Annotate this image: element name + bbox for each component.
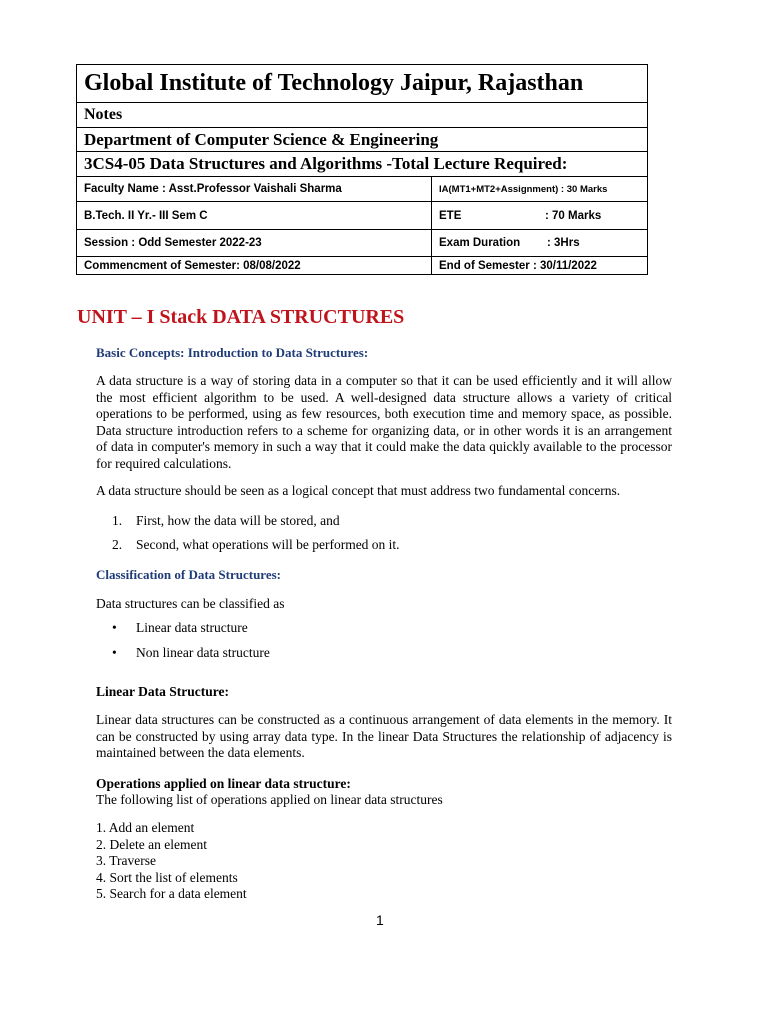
intro-paragraph: A data structure is a way of storing data in a computer so that it can be used efficiently and it will allow the most efficient algorithm to be used. A well-designed data structure allows a variety of critical operations to be performed, using as few resources, both execution time and memory space, as possible. Data structure introduction refers to a scheme for organizing data, or in other words it is an arrangement of data in computer's memory in such a way that it could make the data quickly available to the processor for required calculations. xyxy=(96,373,672,471)
course-header-table xyxy=(76,64,648,275)
institute-name: Global Institute of Technology Jaipur, Rajasthan xyxy=(77,65,648,103)
linear-heading: Linear Data Structure: xyxy=(96,684,229,699)
ia-marks: IA(MT1+MT2+Assignment) : 30 Marks xyxy=(432,177,648,202)
operation-item: 5. Search for a data element xyxy=(96,886,247,901)
list-text: Second, what operations will be performed on it. xyxy=(136,537,400,552)
list-text: First, how the data will be stored, and xyxy=(136,513,340,528)
bullet-icon: • xyxy=(112,645,117,660)
basic-concepts-heading: Basic Concepts: Introduction to Data Structures: xyxy=(96,345,369,360)
session-info: Session : Odd Semester 2022-23 xyxy=(77,230,432,257)
operations-heading: Operations applied on linear data structure: xyxy=(96,776,351,791)
class-info: B.Tech. II Yr.- III Sem C xyxy=(77,202,432,230)
list-number: 1. xyxy=(112,513,123,528)
ete-value: : 70 Marks xyxy=(545,209,602,222)
list-number: 2. xyxy=(112,537,123,552)
department-name: Department of Computer Science & Engineering xyxy=(77,128,648,152)
notes-label: Notes xyxy=(77,103,648,128)
course-title: 3CS4-05 Data Structures and Algorithms -Total Lecture Required: xyxy=(77,152,648,177)
page-number: 1 xyxy=(376,912,384,928)
faculty-name: Faculty Name : Asst.Professor Vaishali Sharma xyxy=(77,177,432,202)
bullet-icon: • xyxy=(112,620,117,635)
operations-intro: The following list of operations applied on linear data structures xyxy=(96,792,443,807)
exam-duration-value: : 3Hrs xyxy=(547,237,580,249)
operation-item: 4. Sort the list of elements xyxy=(96,870,238,885)
operation-item: 1. Add an element xyxy=(96,820,195,835)
operation-item: 3. Traverse xyxy=(96,853,156,868)
bullet-text: Linear data structure xyxy=(136,620,248,635)
exam-duration xyxy=(432,230,648,257)
unit-title: UNIT – I Stack DATA STRUCTURES xyxy=(77,306,405,328)
classification-heading: Classification of Data Structures: xyxy=(96,567,281,582)
linear-paragraph: Linear data structures can be constructed as a continuous arrangement of data elements in the memory. It can be constructed by using array data type. In the linear Data Structures the relationship of adjacency is maintained between the data elements. xyxy=(96,712,672,760)
semester-end: End of Semester : 30/11/2022 xyxy=(432,257,648,275)
semester-start: Commencment of Semester: 08/08/2022 xyxy=(77,257,432,275)
list-item xyxy=(112,537,400,553)
classification-intro: Data structures can be classified as xyxy=(96,596,285,611)
operation-item: 2. Delete an element xyxy=(96,837,207,852)
ete-marks xyxy=(432,202,648,230)
bullet-text: Non linear data structure xyxy=(136,645,270,660)
bullet-item xyxy=(112,645,270,661)
concerns-paragraph: A data structure should be seen as a logical concept that must address two fundamental concerns. xyxy=(96,483,621,498)
bullet-item xyxy=(112,620,248,636)
ete-label: ETE xyxy=(439,209,462,222)
list-item xyxy=(112,513,340,529)
exam-duration-label: Exam Duration xyxy=(439,237,521,249)
